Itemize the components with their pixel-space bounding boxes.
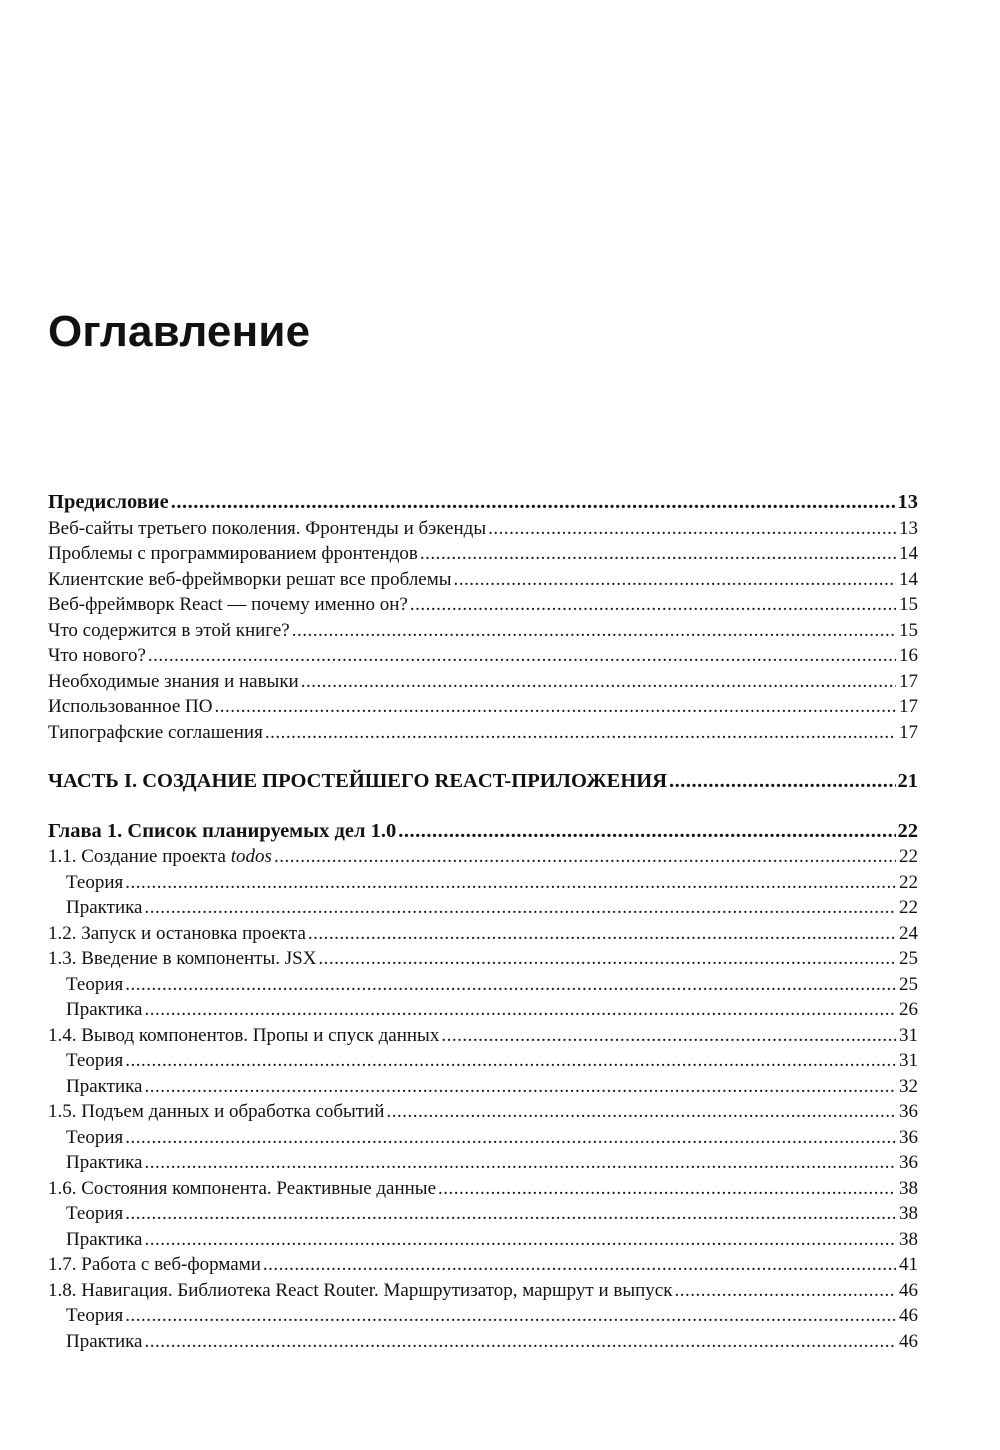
dot-leader	[674, 1278, 896, 1304]
toc-subentry[interactable]	[48, 1303, 918, 1329]
toc-entry-title: 1.5. Подъем данных и обработка событий	[48, 1101, 385, 1122]
toc-page-number: 13	[897, 491, 918, 513]
toc-entry-title: 1.8. Навигация. Библиотека React Router. Маршрутизатор, маршрут и выпуск	[48, 1279, 673, 1301]
dot-leader	[265, 720, 896, 746]
toc-entry[interactable]	[48, 720, 918, 746]
toc-page-number: 38	[899, 1228, 918, 1250]
toc-entry-title: Теория	[66, 1305, 124, 1326]
dot-leader	[318, 946, 896, 972]
toc-page-number: 38	[899, 1203, 918, 1224]
toc-page-number: 26	[899, 999, 918, 1020]
toc-entry-title: ЧАСТЬ I. СОЗДАНИЕ ПРОСТЕЙШЕГО REACT-ПРИЛОЖЕНИЯ	[48, 770, 668, 792]
toc-page-number: 36	[899, 1101, 918, 1122]
toc-entry-title: Теория	[66, 1050, 124, 1071]
toc-subentry[interactable]	[48, 1201, 918, 1227]
dot-leader	[398, 819, 895, 845]
toc-page-number: 14	[899, 568, 918, 590]
toc-entry-title: Теория	[66, 973, 124, 995]
toc-entry[interactable]	[48, 1252, 918, 1278]
toc-entry-chapter-1[interactable]	[48, 819, 918, 845]
dot-leader	[420, 541, 896, 567]
dot-leader	[125, 1048, 896, 1074]
toc-entry-title: 1.4. Вывод компонентов. Пропы и спуск данных	[48, 1024, 440, 1046]
dot-leader	[214, 694, 896, 720]
toc-subentry[interactable]	[48, 1048, 918, 1074]
toc-page-number: 36	[899, 1152, 918, 1173]
toc-subentry[interactable]	[48, 997, 918, 1023]
toc-entry-title: Что содержится в этой книге?	[48, 619, 290, 641]
toc-entry[interactable]	[48, 618, 918, 644]
dot-leader	[144, 997, 896, 1023]
toc-entry-title: Веб-сайты третьего поколения. Фронтенды и бэкенды	[48, 517, 487, 539]
toc-entry[interactable]	[48, 1099, 918, 1125]
toc-entry-preface[interactable]	[48, 490, 918, 516]
toc-entry-title: Веб-фреймворк React — почему именно он?	[48, 594, 408, 615]
toc-page-number: 46	[899, 1279, 918, 1301]
toc-subentry[interactable]	[48, 1227, 918, 1253]
dot-leader	[488, 516, 896, 542]
dot-leader	[386, 1099, 896, 1125]
toc-entry-title: Практика	[66, 999, 143, 1020]
toc-entry-title: Практика	[66, 1152, 143, 1173]
toc-entry[interactable]	[48, 1176, 918, 1202]
toc-entry-title: Глава 1. Список планируемых дел 1.0	[48, 819, 397, 842]
dot-leader	[274, 844, 896, 870]
toc-entry[interactable]	[48, 516, 918, 542]
dot-leader	[144, 895, 896, 921]
toc-entry[interactable]	[48, 1023, 918, 1049]
toc-entry-title: Типографские соглашения	[48, 721, 263, 743]
toc-page-number: 41	[899, 1254, 918, 1275]
toc-entry-title: 1.3. Введение в компоненты. JSX	[48, 948, 317, 969]
toc-entry-part-1[interactable]	[48, 769, 918, 795]
toc-entry-title: Проблемы с программированием фронтендов	[48, 543, 418, 564]
dot-leader	[669, 769, 895, 795]
toc-entry[interactable]	[48, 844, 918, 870]
toc-entry-title: Практика	[66, 1075, 143, 1097]
toc-page-number: 22	[899, 897, 918, 918]
dot-leader	[144, 1227, 896, 1253]
toc-entry[interactable]	[48, 643, 918, 669]
page-title: Оглавление	[48, 307, 311, 356]
toc-entry[interactable]	[48, 694, 918, 720]
toc-subentry[interactable]	[48, 870, 918, 896]
toc-page-number: 32	[899, 1075, 918, 1097]
toc-page-number: 17	[899, 721, 918, 743]
toc-page-number: 25	[899, 948, 918, 969]
toc-entry-title: 1.1. Создание проекта todos	[48, 846, 272, 867]
toc-page-number: 17	[899, 670, 918, 692]
toc-entry[interactable]	[48, 541, 918, 567]
toc-entry-title: 1.7. Работа с веб-формами	[48, 1254, 261, 1275]
dot-leader	[148, 643, 896, 669]
toc-page-number: 21	[897, 770, 918, 792]
toc-entry-italic: todos	[230, 846, 272, 867]
toc-entry-title: Использованное ПО	[48, 696, 213, 717]
toc-entry-title: Предисловие	[48, 491, 169, 513]
dot-leader	[263, 1252, 896, 1278]
toc-entry[interactable]	[48, 669, 918, 695]
toc-page-number: 15	[899, 619, 918, 641]
toc-entry-title: Теория	[66, 1126, 124, 1148]
toc-entry-title: Практика	[66, 1330, 143, 1352]
toc-entry-title: Что нового?	[48, 645, 146, 666]
toc-page-number: 38	[899, 1177, 918, 1199]
dot-leader	[125, 1303, 896, 1329]
toc-entry-title: Практика	[66, 1228, 143, 1250]
toc-subentry[interactable]	[48, 1125, 918, 1151]
toc-subentry[interactable]	[48, 972, 918, 998]
dot-leader	[308, 921, 896, 947]
dot-leader	[144, 1329, 896, 1355]
table-of-contents	[48, 490, 918, 1354]
toc-entry[interactable]	[48, 946, 918, 972]
toc-subentry[interactable]	[48, 1150, 918, 1176]
dot-leader	[441, 1023, 896, 1049]
dot-leader	[292, 618, 896, 644]
dot-leader	[410, 592, 896, 618]
dot-leader	[125, 1125, 896, 1151]
toc-page-number: 22	[897, 819, 918, 842]
dot-leader	[171, 490, 896, 516]
toc-subentry[interactable]	[48, 895, 918, 921]
toc-page-number: 25	[899, 973, 918, 995]
toc-page-number: 36	[899, 1126, 918, 1148]
toc-subentry[interactable]	[48, 1329, 918, 1355]
toc-subentry[interactable]	[48, 1074, 918, 1100]
toc-entry[interactable]	[48, 592, 918, 618]
dot-leader	[125, 1201, 896, 1227]
toc-page-number: 22	[899, 846, 918, 867]
toc-entry[interactable]	[48, 921, 918, 947]
toc-page-number: 14	[899, 543, 918, 564]
dot-leader	[125, 972, 896, 998]
toc-page-number: 24	[899, 922, 918, 944]
toc-entry-title: Теория	[66, 1203, 124, 1224]
toc-entry-title: 1.2. Запуск и остановка проекта	[48, 922, 306, 944]
toc-page-number: 46	[899, 1305, 918, 1326]
toc-entry-title: Теория	[66, 871, 124, 893]
dot-leader	[144, 1074, 896, 1100]
toc-entry-title: 1.6. Состояния компонента. Реактивные данные	[48, 1177, 437, 1199]
toc-page-number: 22	[899, 871, 918, 893]
toc-page-number: 16	[899, 645, 918, 666]
toc-page-number: 31	[899, 1050, 918, 1071]
toc-page-number: 15	[899, 594, 918, 615]
toc-page-number: 13	[899, 517, 918, 539]
dot-leader	[454, 567, 896, 593]
toc-page-number: 17	[899, 696, 918, 717]
toc-page-number: 31	[899, 1024, 918, 1046]
toc-entry-title: Необходимые знания и навыки	[48, 670, 299, 692]
toc-entry[interactable]	[48, 1278, 918, 1304]
dot-leader	[125, 870, 896, 896]
toc-entry[interactable]	[48, 567, 918, 593]
dot-leader	[438, 1176, 896, 1202]
dot-leader	[144, 1150, 896, 1176]
dot-leader	[301, 669, 896, 695]
toc-page-number: 46	[899, 1330, 918, 1352]
toc-entry-title: Клиентские веб-фреймворки решат все проблемы	[48, 568, 452, 590]
toc-entry-title: Практика	[66, 897, 143, 918]
